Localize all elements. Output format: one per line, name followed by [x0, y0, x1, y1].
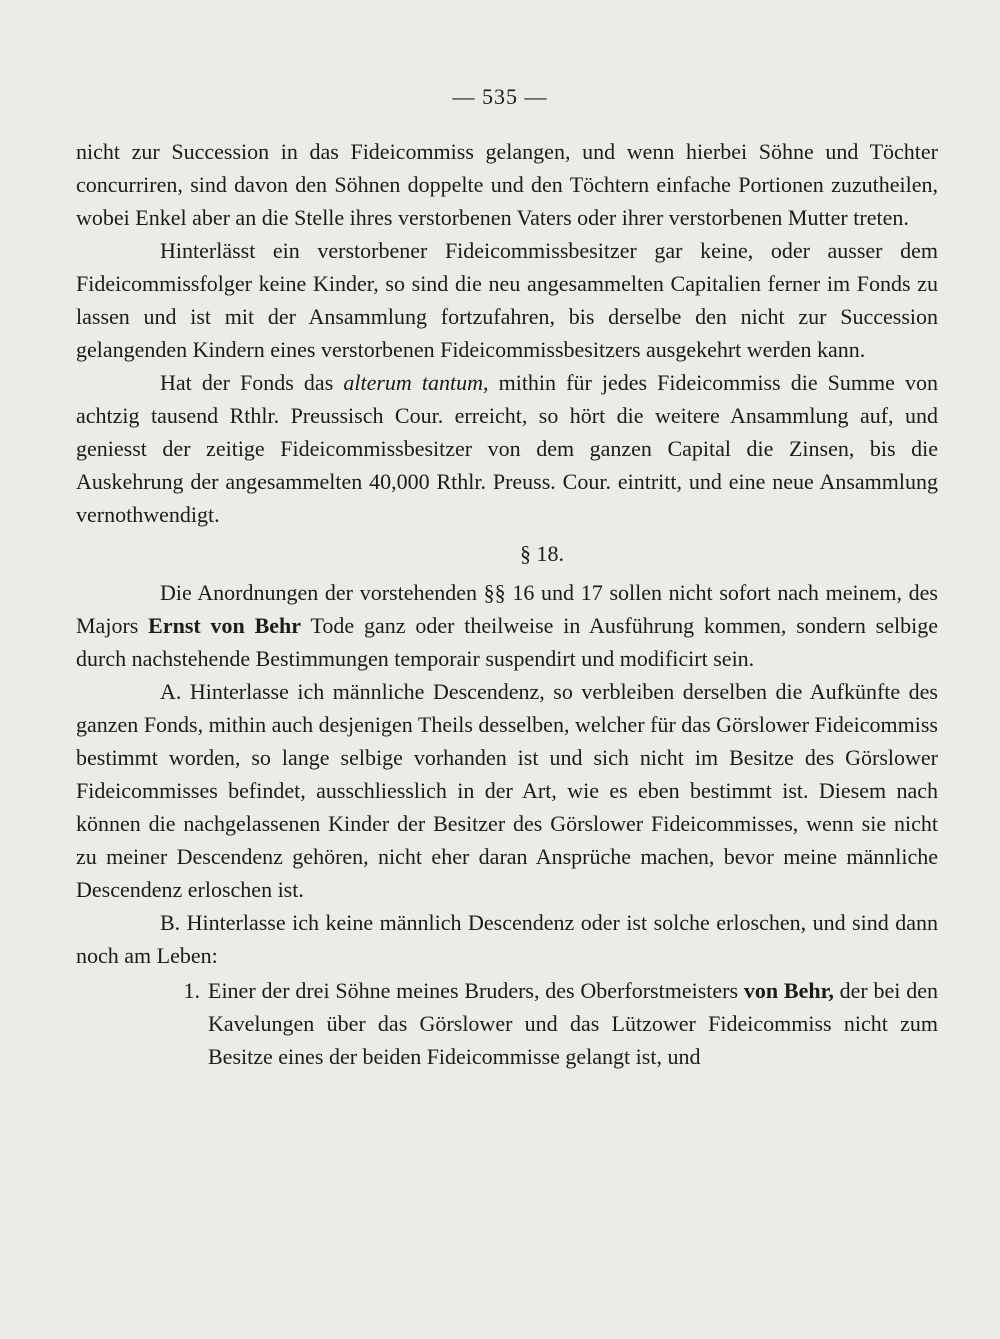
list-item-text-b: der bei den Kavelungen über das Görslower und das Lützower Fideicommiss nicht zum Besitze eines der beiden Fideicommisse gelangt ist, und [208, 978, 938, 1069]
paragraph-6: B. Hinterlasse ich keine männlich Descendenz oder ist solche erloschen, und sind dann noch am Leben: [76, 910, 938, 968]
section-heading: § 18. [520, 541, 564, 566]
paragraph-3-text-a: Hat der Fonds das [160, 370, 344, 395]
list-item-number: 1. [183, 978, 200, 1003]
list-item [76, 974, 938, 1073]
page-number: — 535 — [452, 84, 548, 109]
paragraph-4-text-a: Die Anordnungen der vorstehenden §§ 16 und 17 sollen nicht sofort nach meinem, des Majors [76, 580, 938, 638]
paragraph-4 [76, 576, 938, 675]
body-text [76, 135, 938, 1073]
paragraph-2: Hinterlässt ein verstorbener Fideicommissbesitzer gar keine, oder ausser dem Fideicommissfolger keine Kinder, so sind die neu angesammelten Capitalien ferner im Fonds zu lassen und ist mit der Ansammlung fortzufahren, bis derselbe den nicht zur Succession gelangenden Kindern eines verstorbenen Fideicommissbesitzers ausgekehrt werden kann. [76, 238, 938, 362]
paragraph-4-bold: Ernst von Behr [148, 613, 302, 638]
list-item-text [208, 974, 938, 1073]
paragraph-continuation: nicht zur Succession in das Fideicommiss gelangen, und wenn hierbei Söhne und Töchter concurriren, sind davon den Söhnen doppelte und den Töchtern einfache Portionen zuzutheilen, wobei Enkel aber an die Stelle ihres verstorbenen Vaters oder ihrer verstorbenen Mutter treten. [76, 139, 938, 230]
paragraph-3-text-b: , mithin für jedes Fideicommiss die Summe von achtzig tausend Rthlr. Preussisch Cour. erreicht, so hört die weitere Ansammlung auf, und geniesst der zeitige Fideicommissbesitzer von dem ganzen Capital die Zinsen, bis die Auskehrung der angesammelten 40,000 Rthlr. Preuss. Cour. eintritt, und eine neue Ansammlung vernothwendigt. [76, 370, 938, 527]
paragraph-5: A. Hinterlasse ich männliche Descendenz, so verbleiben derselben die Aufkünfte des ganzen Fonds, mithin auch desjenigen Theils desselben, welcher für das Görslower Fideicommiss bestimmt worden, so lange selbige vorhanden ist und sich nicht im Besitze des Görslower Fideicommisses befindet, ausschliesslich in der Art, wie es eben bestimmt ist. Diesem nach können die nachgelassenen Kinder der Besitzer des Görslower Fideicommisses, wenn sie nicht zu meiner Descendenz gehören, nicht eher daran Ansprüche machen, bevor meine männliche Descendenz erloschen ist. [76, 679, 938, 902]
paragraph-4-text-b: Tode ganz oder theilweise in Ausführung kommen, sondern selbige durch nachstehende Bestimmungen temporair suspendirt und modificirt sein. [76, 613, 938, 671]
paragraph-3 [76, 366, 938, 531]
list-item-text-a: Einer der drei Söhne meines Bruders, des Oberforstmeisters [208, 978, 744, 1003]
paragraph-3-italic: alterum tantum [343, 370, 483, 395]
list-item-bold: von Behr, [743, 978, 834, 1003]
